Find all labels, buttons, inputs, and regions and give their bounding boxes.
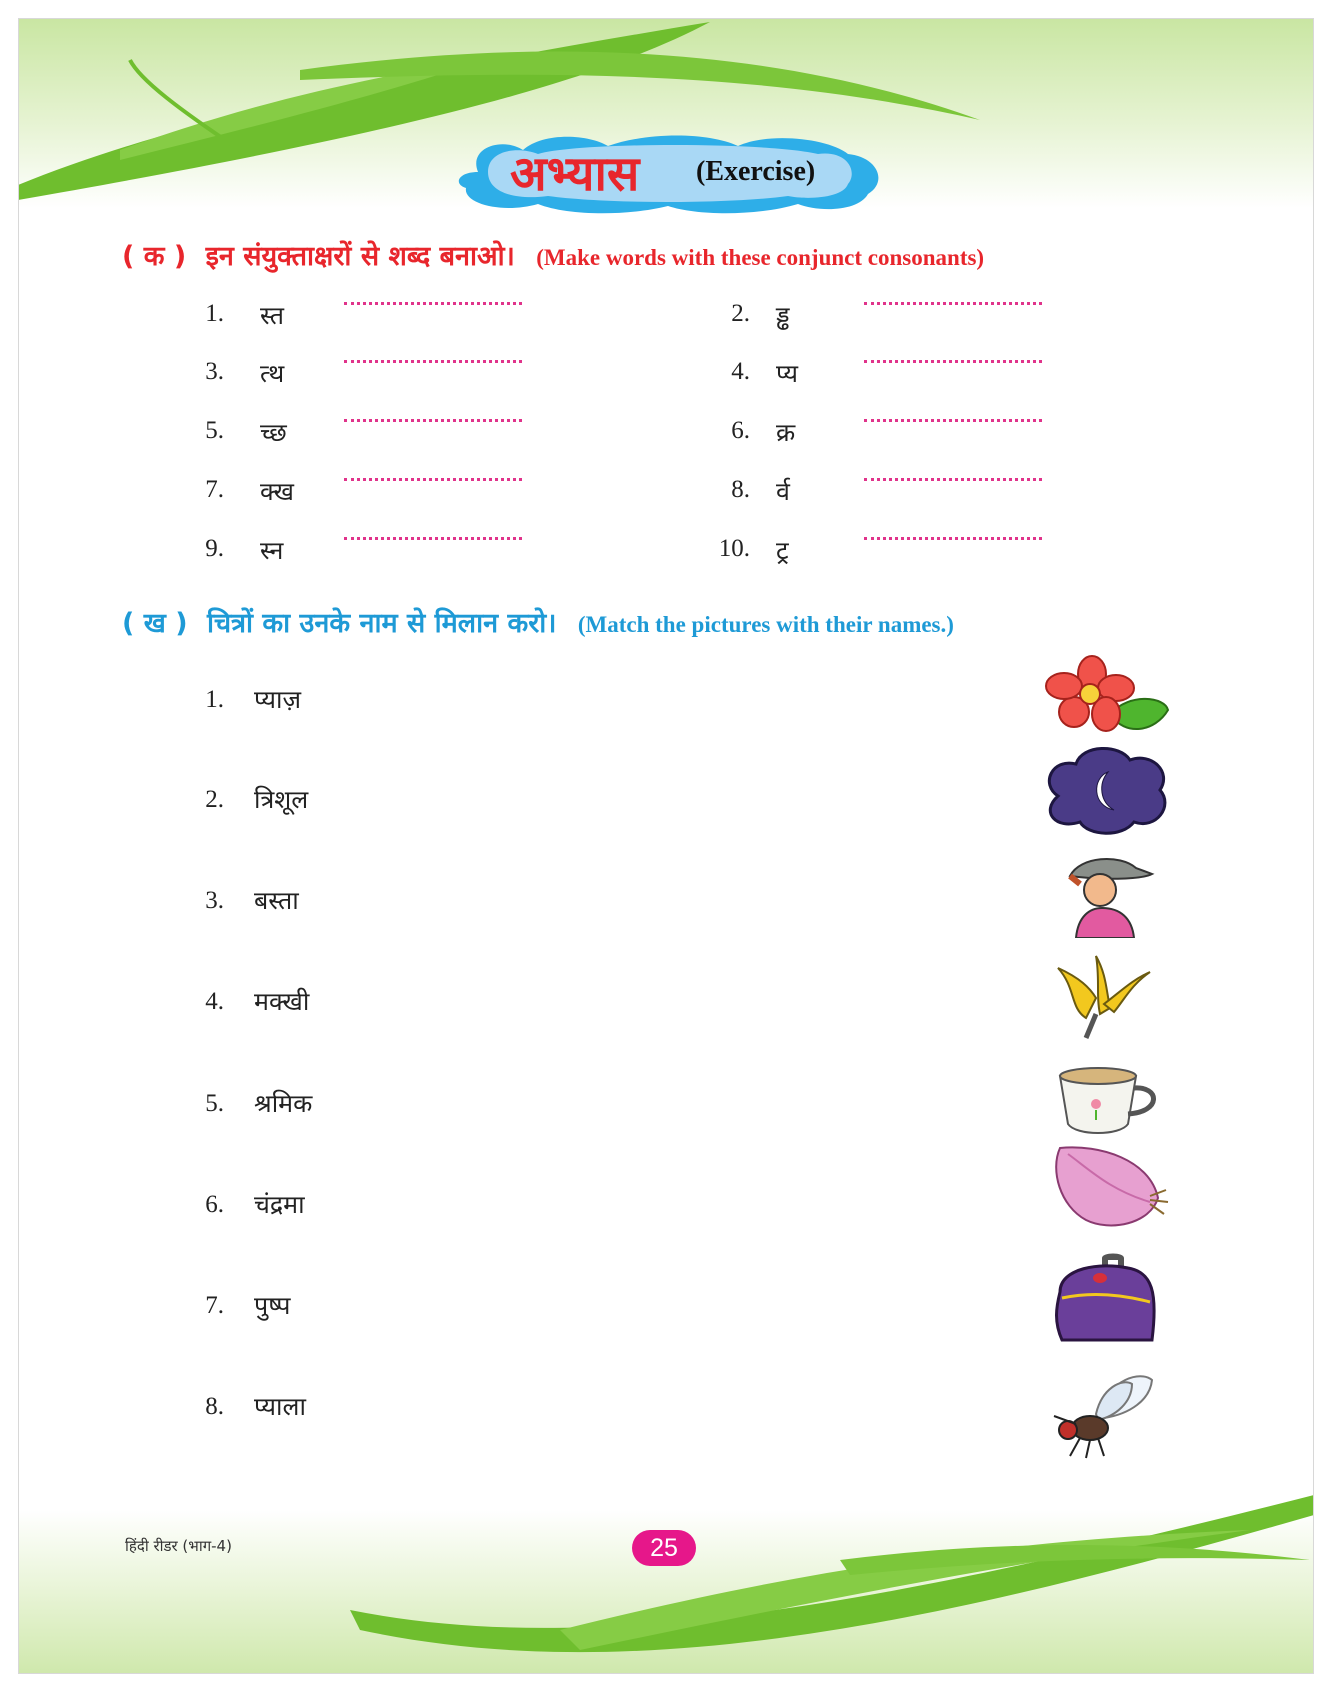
item-number: 5. (205, 417, 224, 444)
match-word[interactable]: चंद्रमा (254, 1190, 305, 1219)
item-number: 6. (731, 417, 750, 444)
match-word[interactable]: प्याला (254, 1392, 306, 1421)
section-a-marker: ( क ) (122, 241, 187, 272)
item-number: 8. (731, 476, 750, 503)
item-number: 4. (205, 988, 224, 1015)
item-number: 10. (718, 535, 750, 562)
conjunct-letter: स्त (260, 301, 284, 330)
section-b-heading-hindi: चित्रों का उनके नाम से मिलान करो। (206, 608, 557, 639)
conjunct-letter: ट्र (776, 536, 789, 565)
conjunct-letter: क्ख (260, 477, 294, 506)
page-number-badge: 25 (632, 1530, 696, 1566)
title-english: (Exercise) (696, 156, 816, 187)
item-number: 9. (205, 535, 224, 562)
item-number: 3. (205, 887, 224, 914)
page-border (18, 18, 1314, 1674)
section-b-heading-english: (Match the pictures with their names.) (577, 612, 954, 637)
item-number: 5. (205, 1090, 224, 1117)
match-word[interactable]: पुष्प (254, 1291, 291, 1320)
conjunct-letter: च्छ (260, 418, 287, 447)
conjunct-letter: र्व (776, 477, 790, 506)
section-a-heading-hindi: इन संयुक्ताक्षरों से शब्द बनाओ। (205, 241, 515, 272)
item-number: 4. (731, 358, 750, 385)
conjunct-letter: त्थ (260, 359, 285, 388)
match-word[interactable]: मक्खी (254, 987, 310, 1016)
title-hindi: अभ्यास (510, 146, 640, 202)
book-title-footer: हिंदी रीडर (भाग-4) (125, 1537, 232, 1555)
conjunct-letter: प्य (776, 359, 799, 388)
section-a-heading-english: (Make words with these conjunct consonants) (536, 245, 985, 270)
item-number: 2. (205, 786, 224, 813)
match-word[interactable]: त्रिशूल (254, 785, 309, 814)
item-number: 3. (205, 358, 224, 385)
item-number: 1. (205, 686, 224, 713)
match-word[interactable]: प्याज़ (254, 685, 302, 714)
match-word[interactable]: बस्ता (254, 886, 299, 915)
conjunct-letter: ड्ढ (776, 301, 790, 330)
item-number: 7. (205, 476, 224, 503)
item-number: 6. (205, 1191, 224, 1218)
item-number: 1. (205, 300, 224, 327)
conjunct-letter: क्र (776, 418, 796, 447)
item-number: 8. (205, 1393, 224, 1420)
conjunct-letter: स्न (260, 536, 284, 565)
item-number: 7. (205, 1292, 224, 1319)
section-b-marker: ( ख ) (122, 608, 188, 639)
match-word[interactable]: श्रमिक (254, 1089, 313, 1118)
item-number: 2. (731, 300, 750, 327)
